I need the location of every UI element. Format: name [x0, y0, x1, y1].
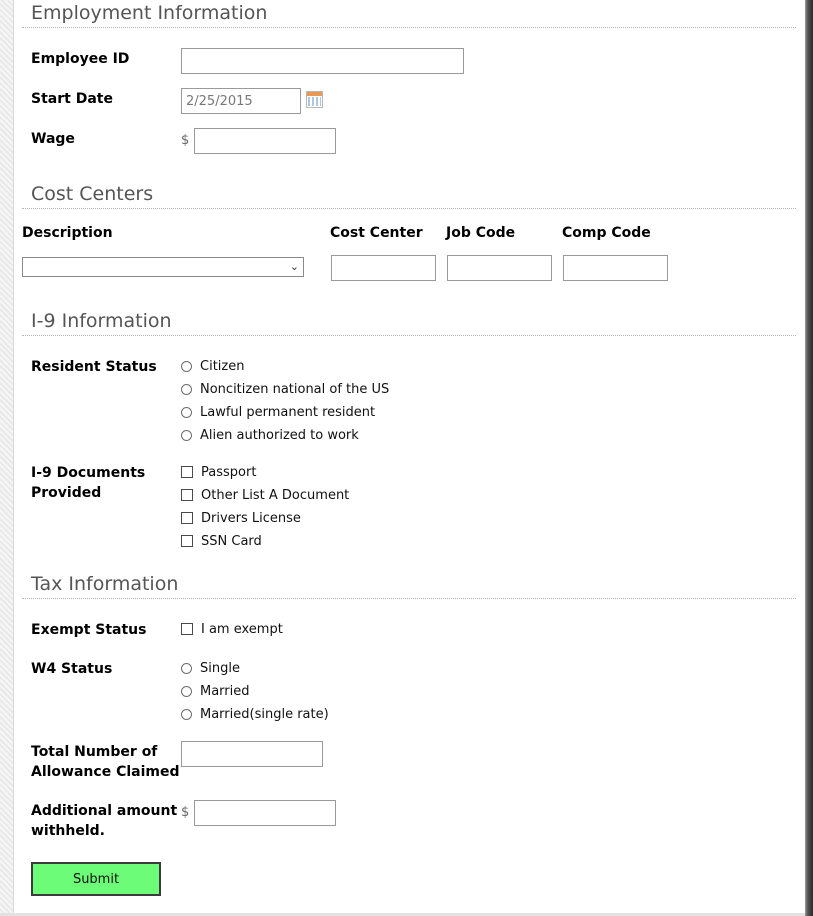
additional-currency-symbol: $	[181, 805, 190, 820]
additional-amount-input[interactable]	[194, 800, 336, 826]
start-date-input[interactable]	[181, 88, 301, 114]
checkbox[interactable]	[181, 466, 193, 478]
exempt-option[interactable]	[181, 620, 283, 638]
wage-input[interactable]	[194, 128, 336, 154]
radio-button[interactable]	[181, 430, 192, 441]
checkbox[interactable]	[181, 512, 193, 524]
option-label: Passport	[201, 464, 257, 480]
option-label: I am exempt	[201, 621, 283, 637]
resident-option-permanent[interactable]	[181, 403, 375, 421]
document-option-drivers-license[interactable]	[181, 509, 301, 527]
radio-button[interactable]	[181, 686, 192, 697]
section-divider	[22, 598, 796, 599]
additional-amount-label-line1: Additional amount	[31, 803, 178, 819]
w4-status-label: W4 Status	[31, 661, 113, 677]
option-label: Alien authorized to work	[200, 427, 359, 443]
radio-button[interactable]	[181, 663, 192, 674]
window-left-border	[0, 0, 14, 916]
option-label: Single	[200, 660, 240, 676]
section-divider	[22, 27, 796, 28]
radio-button[interactable]	[181, 709, 192, 720]
cost-center-input[interactable]	[331, 255, 436, 281]
description-header: Description	[22, 225, 113, 241]
document-option-ssn-card[interactable]	[181, 532, 262, 550]
checkbox[interactable]	[181, 489, 193, 501]
section-title-cost-centers: Cost Centers	[31, 183, 154, 205]
w4-option-married[interactable]	[181, 682, 250, 700]
start-date-label: Start Date	[31, 91, 113, 107]
option-label: Married(single rate)	[200, 706, 329, 722]
option-label: SSN Card	[201, 533, 262, 549]
checkbox[interactable]	[181, 535, 193, 547]
job-code-input[interactable]	[447, 255, 552, 281]
option-label: Lawful permanent resident	[200, 404, 376, 420]
option-label: Noncitizen national of the US	[200, 381, 390, 397]
chevron-down-icon: ⌄	[289, 260, 299, 273]
section-divider	[22, 335, 796, 336]
w4-option-single[interactable]	[181, 659, 240, 677]
wage-currency-symbol: $	[181, 133, 190, 148]
exempt-status-label: Exempt Status	[31, 622, 147, 638]
window-right-border	[805, 0, 813, 916]
job-code-header: Job Code	[446, 225, 516, 241]
allowance-label	[31, 742, 181, 782]
radio-button[interactable]	[181, 384, 192, 395]
comp-code-input[interactable]	[563, 255, 668, 281]
resident-option-alien[interactable]	[181, 426, 359, 444]
w4-option-married-single-rate[interactable]	[181, 705, 329, 723]
radio-button[interactable]	[181, 407, 192, 418]
resident-status-label: Resident Status	[31, 359, 157, 375]
i9-documents-label	[31, 463, 181, 503]
section-title-employment: Employment Information	[31, 2, 268, 24]
option-label: Citizen	[200, 358, 245, 374]
option-label: Other List A Document	[201, 487, 350, 503]
allowance-input[interactable]	[181, 741, 323, 767]
comp-code-header: Comp Code	[562, 225, 651, 241]
additional-amount-label	[31, 801, 181, 841]
resident-option-noncitizen[interactable]	[181, 380, 389, 398]
allowance-label-line2: Allowance Claimed	[31, 764, 180, 780]
document-option-list-a[interactable]	[181, 486, 349, 504]
option-label: Drivers License	[201, 510, 301, 526]
resident-option-citizen[interactable]	[181, 357, 244, 375]
allowance-label-line1: Total Number of	[31, 744, 158, 760]
description-select[interactable]	[22, 257, 304, 277]
option-label: Married	[200, 683, 250, 699]
radio-button[interactable]	[181, 361, 192, 372]
section-title-tax: Tax Information	[31, 573, 179, 595]
wage-label: Wage	[31, 131, 75, 147]
employee-id-label: Employee ID	[31, 51, 130, 67]
i9-documents-label-line1: I-9 Documents	[31, 465, 146, 481]
additional-amount-label-line2: withheld.	[31, 823, 105, 839]
section-divider	[22, 208, 796, 209]
submit-button[interactable]: Submit	[31, 862, 161, 896]
cost-center-header: Cost Center	[330, 225, 423, 241]
section-title-i9: I-9 Information	[31, 310, 172, 332]
document-option-passport[interactable]	[181, 463, 256, 481]
employee-id-input[interactable]	[181, 48, 464, 74]
calendar-icon[interactable]	[306, 91, 323, 108]
i9-documents-label-line2: Provided	[31, 485, 102, 501]
checkbox[interactable]	[181, 623, 193, 635]
